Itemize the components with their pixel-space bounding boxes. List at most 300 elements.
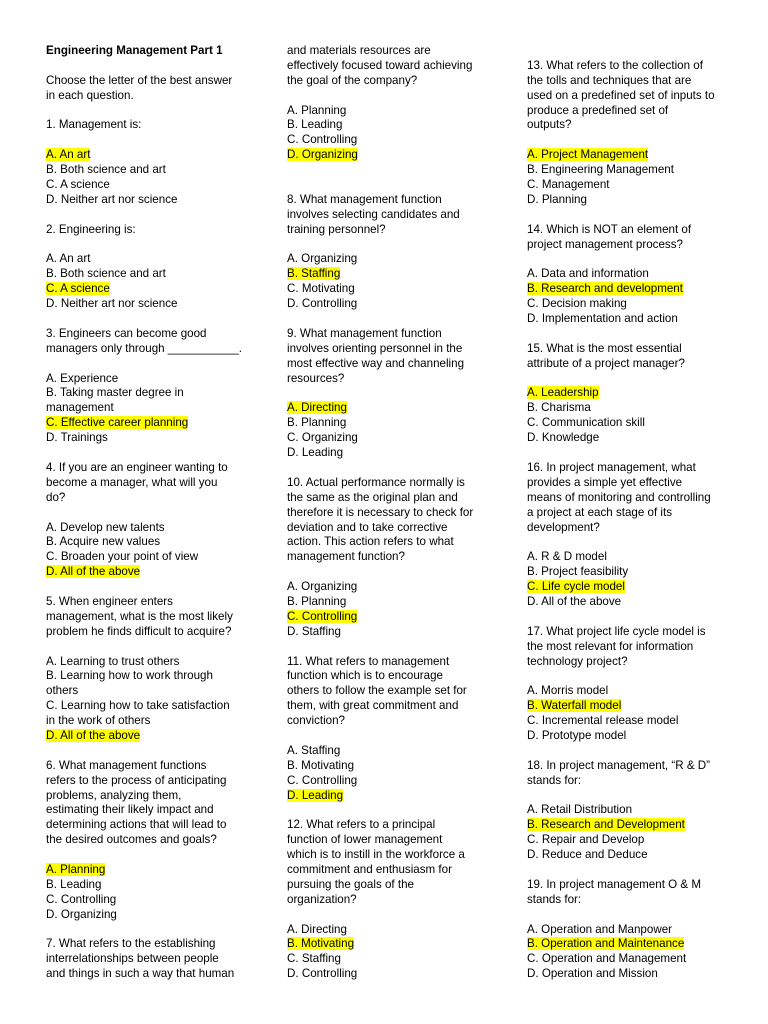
text-span: A. Staffing — [287, 743, 341, 757]
highlighted-answer: A. Project Management — [527, 148, 649, 162]
text-line — [287, 878, 497, 893]
highlighted-answer: A. Leadership — [527, 386, 599, 400]
text-span: B. Engineering Management — [527, 163, 674, 177]
blank-line — [527, 327, 727, 342]
text-span: management function? — [287, 550, 405, 564]
text-line — [46, 625, 251, 640]
text-line — [46, 327, 251, 342]
text-line — [46, 297, 251, 312]
text-line — [46, 610, 251, 625]
blank-line — [527, 446, 727, 461]
text-span: function which is to encourage — [287, 669, 443, 683]
text-line — [46, 937, 251, 952]
text-span: commitment and enthusiasm for — [287, 862, 452, 876]
text-span: C. Broaden your point of view — [46, 550, 199, 564]
text-line — [527, 952, 727, 967]
text-line — [527, 342, 727, 357]
text-line — [527, 550, 727, 565]
text-line — [46, 595, 251, 610]
text-span: C. Controlling — [46, 892, 117, 906]
text-span: stands for: — [527, 773, 582, 787]
text-line — [527, 774, 727, 789]
text-span: conviction? — [287, 714, 346, 728]
answer-line — [287, 267, 497, 282]
text-line — [46, 163, 251, 178]
highlighted-answer: C. Effective career planning — [46, 416, 189, 430]
text-span: function of lower management — [287, 833, 443, 847]
text-span: C. Operation and Management — [527, 952, 687, 966]
text-span: A. Develop new talents — [46, 520, 165, 534]
text-line — [527, 431, 727, 446]
text-line — [287, 818, 497, 833]
blank-line — [527, 744, 727, 759]
text-span: 1. Management is: — [46, 118, 142, 132]
text-line — [46, 952, 251, 967]
text-line — [46, 714, 251, 729]
text-line — [287, 595, 497, 610]
highlighted-answer: A. An art — [46, 148, 91, 162]
text-span: C. Organizing — [287, 431, 358, 445]
text-span: A. Organizing — [287, 252, 358, 266]
text-line — [287, 759, 497, 774]
text-line — [46, 223, 251, 238]
text-line — [287, 684, 497, 699]
answer-line — [46, 863, 251, 878]
text-line — [46, 908, 251, 923]
text-line — [527, 714, 727, 729]
text-line — [287, 74, 497, 89]
text-span: 2. Engineering is: — [46, 222, 136, 236]
text-span: action. This action refers to what — [287, 535, 454, 549]
text-span: 13. What refers to the collection of — [527, 58, 703, 72]
text-line — [287, 491, 497, 506]
text-span: which is to instill in the workforce a — [287, 848, 465, 862]
text-span: pursuing the goals of the — [287, 877, 414, 891]
text-span: 7. What refers to the establishing — [46, 937, 216, 951]
text-span: B. Acquire new values — [46, 535, 161, 549]
text-line — [527, 893, 727, 908]
text-span: D. Neither art nor science — [46, 297, 178, 311]
text-span: A. Data and information — [527, 267, 649, 281]
text-line — [287, 923, 497, 938]
text-line — [46, 684, 251, 699]
text-span: managers only through ___________. — [46, 341, 242, 355]
text-span: training personnel? — [287, 222, 386, 236]
text-span: in the work of others — [46, 714, 151, 728]
text-span: C. A science — [46, 178, 110, 192]
text-line — [527, 178, 727, 193]
text-line — [527, 803, 727, 818]
highlighted-answer: C. Controlling — [287, 609, 358, 623]
text-line — [527, 640, 727, 655]
text-line — [527, 506, 727, 521]
text-line — [46, 372, 251, 387]
text-line — [287, 342, 497, 357]
text-line — [527, 848, 727, 863]
text-span: D. Planning — [527, 192, 587, 206]
text-span: C. Communication skill — [527, 416, 645, 430]
text-line — [46, 74, 251, 89]
text-line — [287, 550, 497, 565]
blank-line — [287, 238, 497, 253]
answer-line — [527, 699, 727, 714]
text-line — [287, 372, 497, 387]
text-line — [287, 699, 497, 714]
text-line — [527, 357, 727, 372]
text-line — [287, 893, 497, 908]
blank-line — [527, 669, 727, 684]
text-line — [527, 476, 727, 491]
text-line — [287, 44, 497, 59]
text-line — [527, 461, 727, 476]
text-span: D. Reduce and Deduce — [527, 848, 648, 862]
answer-line — [527, 818, 727, 833]
text-span: B. Leading — [46, 877, 102, 891]
blank-line — [527, 908, 727, 923]
answer-line — [287, 789, 497, 804]
text-span: D. Controlling — [287, 967, 358, 981]
text-span: therefore it is necessary to check for — [287, 505, 474, 519]
text-line — [46, 818, 251, 833]
highlighted-answer: B. Staffing — [287, 267, 341, 281]
highlighted-answer: D. Leading — [287, 788, 344, 802]
text-line — [287, 416, 497, 431]
text-span: most effective way and channeling — [287, 356, 465, 370]
text-span: do? — [46, 490, 66, 504]
highlighted-answer: D. All of the above — [46, 565, 141, 579]
text-span: 10. Actual performance normally is — [287, 475, 465, 489]
blank-line — [287, 803, 497, 818]
answer-line — [527, 148, 727, 163]
answer-line — [46, 565, 251, 580]
column-1 — [46, 44, 251, 982]
text-span: and materials resources are — [287, 44, 431, 57]
text-span: A. Morris model — [527, 684, 609, 698]
text-span: become a manager, what will you — [46, 475, 218, 489]
text-line — [46, 401, 251, 416]
text-line — [46, 193, 251, 208]
text-line — [287, 476, 497, 491]
text-span: 11. What refers to management — [287, 654, 450, 668]
text-span: means of monitoring and controlling — [527, 490, 711, 504]
answer-line — [527, 580, 727, 595]
blank-line — [527, 789, 727, 804]
text-span: problem he finds difficult to acquire? — [46, 624, 232, 638]
text-span: the tolls and techniques that are — [527, 73, 692, 87]
text-span: 14. Which is NOT an element of — [527, 222, 692, 236]
text-line — [46, 431, 251, 446]
text-line — [527, 729, 727, 744]
text-span: estimating their likely impact and — [46, 803, 214, 817]
text-line — [46, 461, 251, 476]
text-span: problems, analyzing them, — [46, 788, 182, 802]
blank-line — [46, 312, 251, 327]
text-line — [527, 967, 727, 982]
text-line — [527, 684, 727, 699]
text-span: the most relevant for information — [527, 639, 694, 653]
text-line — [46, 476, 251, 491]
text-line — [287, 506, 497, 521]
text-line — [527, 74, 727, 89]
text-span: organization? — [287, 892, 357, 906]
text-line — [46, 386, 251, 401]
answer-line — [46, 416, 251, 431]
text-line — [287, 521, 497, 536]
text-span: them, with great commitment and — [287, 699, 459, 713]
blank-line — [287, 461, 497, 476]
text-span: C. Staffing — [287, 952, 341, 966]
text-line — [287, 297, 497, 312]
text-line — [527, 89, 727, 104]
text-line — [46, 535, 251, 550]
text-span: A. Learning to trust others — [46, 654, 180, 668]
blank-line — [46, 133, 251, 148]
answer-line — [287, 148, 497, 163]
answer-line — [46, 282, 251, 297]
text-span: B. Leading — [287, 118, 343, 132]
blank-line — [46, 357, 251, 372]
text-line — [527, 267, 727, 282]
text-span: management, what is the most likely — [46, 609, 233, 623]
text-line — [527, 878, 727, 893]
text-span: the same as the original plan and — [287, 490, 458, 504]
blank-line — [46, 580, 251, 595]
blank-line — [46, 238, 251, 253]
text-line — [287, 118, 497, 133]
blank-line — [287, 640, 497, 655]
text-line — [46, 774, 251, 789]
text-line — [46, 803, 251, 818]
text-line — [287, 967, 497, 982]
text-line — [527, 923, 727, 938]
text-line — [46, 491, 251, 506]
text-line — [527, 297, 727, 312]
text-line — [287, 446, 497, 461]
blank-line — [287, 312, 497, 327]
text-line — [527, 59, 727, 74]
text-span: C. Motivating — [287, 282, 355, 296]
text-line — [46, 118, 251, 133]
text-span: B. Learning how to work through — [46, 669, 213, 683]
answer-line — [287, 937, 497, 952]
blank-line — [46, 744, 251, 759]
text-span: A. Experience — [46, 371, 119, 385]
text-line — [527, 565, 727, 580]
text-span: involves orienting personnel in the — [287, 341, 463, 355]
text-span: the goal of the company? — [287, 73, 418, 87]
text-span: D. Knowledge — [527, 431, 600, 445]
text-span: A. Planning — [287, 103, 347, 117]
text-span: others — [46, 684, 79, 698]
text-line — [527, 223, 727, 238]
highlighted-answer: C. Life cycle model — [527, 580, 625, 594]
text-line — [527, 238, 727, 253]
text-line — [287, 863, 497, 878]
text-line — [527, 655, 727, 670]
answer-line — [287, 610, 497, 625]
text-span: A. Directing — [287, 922, 347, 936]
text-line — [287, 625, 497, 640]
text-span: B. Planning — [287, 416, 347, 430]
blank-line — [527, 208, 727, 223]
text-span: development? — [527, 520, 600, 534]
text-line — [527, 401, 727, 416]
text-span: Choose the letter of the best answer — [46, 73, 233, 87]
text-span: management — [46, 401, 114, 415]
highlighted-answer: A. Planning — [46, 862, 106, 876]
text-span: produce a predefined set of — [527, 103, 669, 117]
text-span: 17. What project life cycle model is — [527, 624, 706, 638]
answer-line — [527, 282, 727, 297]
title-line — [46, 44, 251, 59]
text-line — [527, 625, 727, 640]
text-line — [287, 193, 497, 208]
text-line — [527, 193, 727, 208]
text-span: D. Staffing — [287, 624, 341, 638]
column-2 — [287, 44, 497, 982]
blank-line — [287, 565, 497, 580]
text-span: refers to the process of anticipating — [46, 773, 227, 787]
text-line — [287, 357, 497, 372]
text-span: C. Decision making — [527, 297, 627, 311]
text-span: the desired outcomes and goals? — [46, 833, 217, 847]
text-span: a project at each stage of its — [527, 505, 673, 519]
text-span: B. Charisma — [527, 401, 591, 415]
highlighted-answer: D. Organizing — [287, 148, 358, 162]
text-line — [287, 580, 497, 595]
text-span: A. Retail Distribution — [527, 803, 633, 817]
answer-line — [527, 386, 727, 401]
text-span: C. Management — [527, 178, 610, 192]
text-line — [287, 104, 497, 119]
text-line — [527, 104, 727, 119]
text-line — [46, 699, 251, 714]
text-span: used on a predefined set of inputs to — [527, 88, 715, 102]
blank-line — [46, 208, 251, 223]
blank-line — [287, 89, 497, 104]
text-span: D. Controlling — [287, 297, 358, 311]
text-line — [46, 521, 251, 536]
text-line — [287, 744, 497, 759]
blank-line — [527, 252, 727, 267]
document-title: Engineering Management Part 1 — [46, 44, 223, 57]
text-span: outputs? — [527, 118, 572, 132]
text-span: D. Operation and Mission — [527, 967, 658, 981]
text-span: A. R & D model — [527, 550, 607, 564]
text-span: in each question. — [46, 88, 134, 102]
text-span: technology project? — [527, 654, 628, 668]
text-span: D. Neither art nor science — [46, 192, 178, 206]
text-line — [287, 223, 497, 238]
blank-line — [527, 610, 727, 625]
blank-line — [46, 506, 251, 521]
text-span: provides a simple yet effective — [527, 475, 683, 489]
text-span: determining actions that will lead to — [46, 818, 227, 832]
text-span: A. Organizing — [287, 580, 358, 594]
answer-line — [287, 401, 497, 416]
text-span: interrelationships between people — [46, 952, 219, 966]
text-span: 19. In project management O & M — [527, 877, 701, 891]
text-span: 3. Engineers can become good — [46, 326, 207, 340]
text-span: C. Controlling — [287, 773, 358, 787]
blank-line — [46, 923, 251, 938]
highlighted-answer: A. Directing — [287, 401, 347, 415]
blank-line — [527, 44, 727, 59]
text-line — [46, 550, 251, 565]
highlighted-answer: B. Motivating — [287, 937, 355, 951]
text-span: 12. What refers to a principal — [287, 818, 436, 832]
text-span: D. All of the above — [527, 594, 622, 608]
text-span: D. Implementation and action — [527, 312, 678, 326]
highlighted-answer: B. Research and development — [527, 282, 683, 296]
text-span: B. Planning — [287, 594, 347, 608]
text-line — [46, 833, 251, 848]
text-line — [287, 252, 497, 267]
text-span: 6. What management functions — [46, 758, 207, 772]
text-span: B. Both science and art — [46, 267, 166, 281]
highlighted-answer: D. All of the above — [46, 728, 141, 742]
answer-line — [46, 148, 251, 163]
text-line — [527, 833, 727, 848]
text-span: B. Taking master degree in — [46, 386, 184, 400]
text-line — [527, 491, 727, 506]
text-line — [527, 312, 727, 327]
blank-line — [527, 535, 727, 550]
text-span: B. Project feasibility — [527, 565, 629, 579]
blank-line — [287, 178, 497, 193]
text-line — [46, 878, 251, 893]
text-span: C. Controlling — [287, 133, 358, 147]
text-line — [46, 967, 251, 982]
blank-line — [287, 729, 497, 744]
text-line — [527, 118, 727, 133]
text-line — [287, 833, 497, 848]
text-span: A. An art — [46, 252, 91, 266]
blank-line — [527, 372, 727, 387]
text-span: 5. When engineer enters — [46, 594, 173, 608]
text-span: D. Leading — [287, 446, 344, 460]
blank-line — [46, 848, 251, 863]
text-span: 8. What management function — [287, 192, 442, 206]
text-line — [287, 208, 497, 223]
text-line — [287, 774, 497, 789]
text-span: 18. In project management, “R & D” — [527, 758, 711, 772]
text-line — [287, 669, 497, 684]
blank-line — [46, 640, 251, 655]
text-span: effectively focused toward achieving — [287, 58, 473, 72]
column-3 — [527, 44, 727, 982]
blank-line — [287, 908, 497, 923]
highlighted-answer: B. Research and Development — [527, 818, 685, 832]
text-span: deviation and to take corrective — [287, 520, 448, 534]
text-line — [46, 178, 251, 193]
blank-line — [46, 446, 251, 461]
text-line — [46, 89, 251, 104]
text-span: C. Repair and Develop — [527, 833, 645, 847]
answer-line — [46, 729, 251, 744]
highlighted-answer: B. Waterfall model — [527, 699, 622, 713]
text-line — [287, 59, 497, 74]
text-span: attribute of a project manager? — [527, 356, 685, 370]
text-line — [46, 789, 251, 804]
text-line — [46, 759, 251, 774]
text-line — [287, 848, 497, 863]
text-span: project management process? — [527, 237, 683, 251]
text-line — [46, 252, 251, 267]
text-line — [527, 163, 727, 178]
text-line — [46, 893, 251, 908]
text-line — [527, 521, 727, 536]
